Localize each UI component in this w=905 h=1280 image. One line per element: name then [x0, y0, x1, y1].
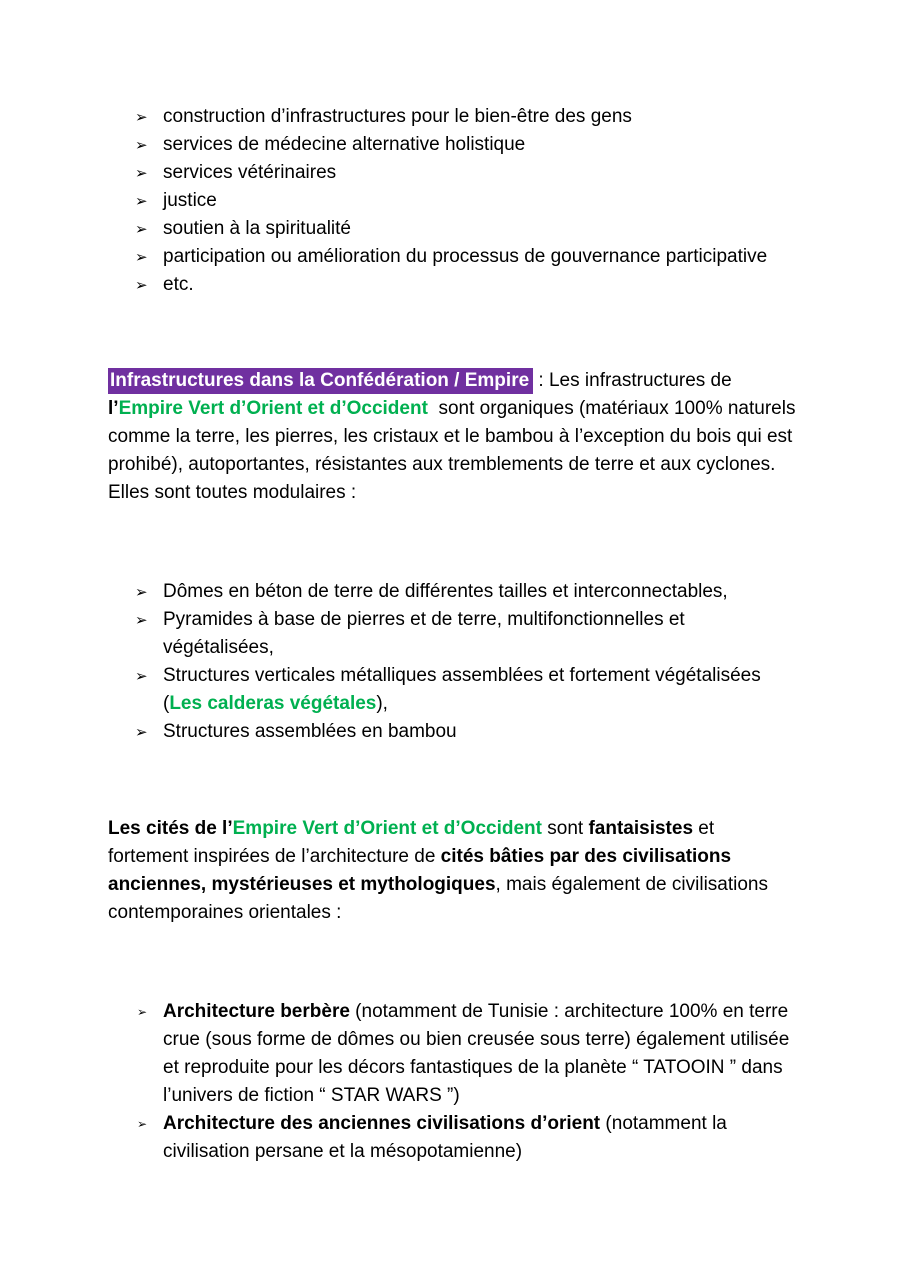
paragraph-text: l’ [108, 398, 119, 419]
list-item-text: (notamment la civilisation persane et la mésopotamienne) [163, 1113, 733, 1162]
services-bullet-list [108, 103, 798, 299]
calderas-green-text: Les calderas végétales [169, 693, 377, 714]
section-heading-highlighted: Infrastructures dans la Confédération / Empire [108, 368, 533, 394]
arrow-bullet-icon: ➢ [137, 1117, 148, 1131]
list-item-text: Pyramides à base de pierres et de terre, multifonctionnelles et végétalisées, [163, 609, 690, 658]
arrow-bullet-icon: ➢ [135, 192, 148, 210]
list-item [108, 998, 798, 1110]
paragraph-text: , mais également de civilisations contemporaines orientales : [108, 874, 774, 923]
list-item-text: services vétérinaires [163, 162, 337, 183]
list-item-text: Structures assemblées en bambou [163, 721, 457, 742]
arrow-bullet-icon: ➢ [135, 583, 148, 601]
list-item-text: construction d’infrastructures pour le bien-être des gens [163, 106, 632, 127]
architecture-term: Architecture berbère [163, 1001, 350, 1022]
paragraph-text: cités bâties par des civilisations anciennes, mystérieuses et mythologiques [108, 846, 737, 895]
list-item [108, 159, 798, 187]
list-item-text [163, 1001, 795, 1106]
list-item [108, 103, 798, 131]
list-item [108, 187, 798, 215]
list-item-text [163, 665, 766, 714]
architecture-term: Architecture des anciennes civilisations d’orient [163, 1113, 601, 1134]
arrow-bullet-icon: ➢ [135, 723, 148, 741]
paragraph-text: et fortement inspirées de l’architecture de [108, 818, 720, 867]
arrow-bullet-icon: ➢ [135, 164, 148, 182]
architecture-bullet-list [108, 998, 798, 1166]
infrastructures-paragraph [108, 367, 801, 507]
list-item-text: participation ou amélioration du processus de gouvernance participative [163, 246, 768, 267]
list-item [108, 131, 798, 159]
paragraph-text: Les cités de l’ [108, 818, 233, 839]
paragraph-text: sont [541, 818, 589, 839]
list-item-text: (notamment de Tunisie : architecture 100% en terre crue (sous forme de dômes ou bien creusée sous terre) également utilisée et reproduite pour les décors fantastiques de la planète “ TATOOIN ” dans l’univers de fiction “ STAR WARS ”) [163, 1001, 795, 1106]
paragraph-text: : Les infrastructures de [533, 370, 737, 391]
arrow-bullet-icon: ➢ [135, 611, 148, 629]
list-item [108, 271, 798, 299]
page-content [108, 0, 801, 1166]
structures-bullet-list [108, 578, 798, 746]
list-item [108, 1110, 798, 1166]
cities-paragraph [108, 815, 798, 927]
list-item [108, 662, 798, 718]
list-item [108, 718, 798, 746]
list-item-text: ), [376, 693, 388, 714]
list-item-text: Dômes en béton de terre de différentes tailles et interconnectables, [163, 581, 728, 602]
list-item [108, 578, 798, 606]
list-item-text [163, 1113, 732, 1162]
list-item [108, 215, 798, 243]
list-item-text: soutien à la spiritualité [163, 218, 351, 239]
list-item-text: Structures verticales métalliques assemblées et fortement végétalisées ( [163, 665, 767, 714]
list-item-text: justice [163, 190, 217, 211]
arrow-bullet-icon: ➢ [135, 248, 148, 266]
arrow-bullet-icon: ➢ [135, 136, 148, 154]
list-item [108, 606, 798, 662]
paragraph-text: fantaisistes [588, 818, 694, 839]
paragraph-text: sont organiques (matériaux 100% naturels comme la terre, les pierres, les cristaux et le bambou à l’exception du bois qui est prohibé), autoportantes, résistantes aux tremblements de terre et aux cyclones. Elles sont toutes modulaires : [108, 398, 801, 503]
arrow-bullet-icon: ➢ [135, 108, 148, 126]
list-item [108, 243, 798, 271]
arrow-bullet-icon: ➢ [135, 220, 148, 238]
list-item-text: etc. [163, 274, 194, 295]
arrow-bullet-icon: ➢ [137, 1005, 148, 1019]
arrow-bullet-icon: ➢ [135, 276, 148, 294]
empire-name-green: Empire Vert d’Orient et d’Occident [118, 398, 428, 419]
empire-name-green: Empire Vert d’Orient et d’Occident [232, 818, 542, 839]
list-item-text: services de médecine alternative holistique [163, 134, 526, 155]
arrow-bullet-icon: ➢ [135, 667, 148, 685]
